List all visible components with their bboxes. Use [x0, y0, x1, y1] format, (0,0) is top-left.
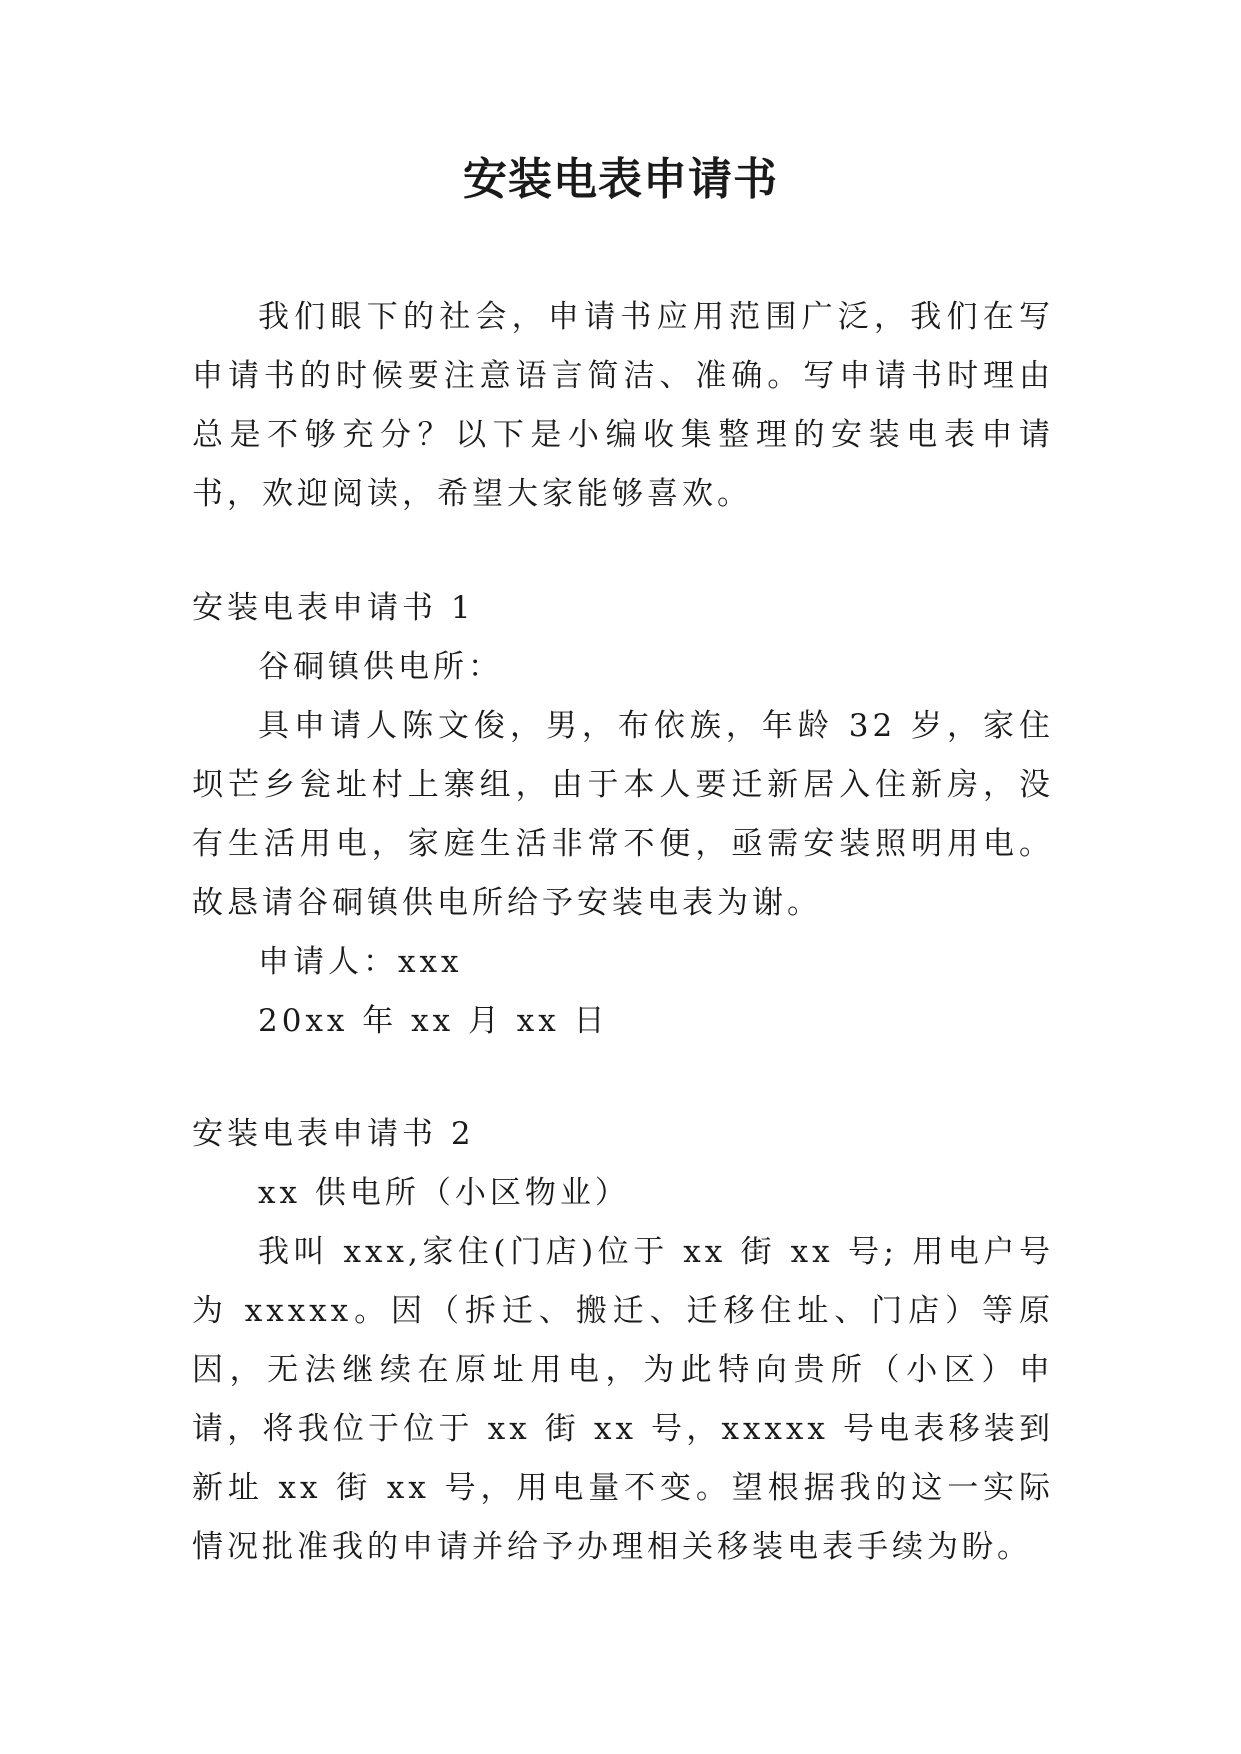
section-1-heading: 安装电表申请书 1 — [192, 590, 475, 626]
section-2-addressee: xx 供电所（小区物业） — [258, 1175, 630, 1211]
intro-block — [192, 288, 1054, 524]
document-title: 安装电表申请书 — [463, 154, 778, 205]
intro-paragraph: 我们眼下的社会，申请书应用范围广泛，我们在写申请书的时候要注意语言简洁、准确。写申请书时理由总是不够充分？以下是小编收集整理的安装电表申请书，欢迎阅读，希望大家能够喜欢。 — [192, 299, 1054, 512]
section-2-heading: 安装电表申请书 2 — [192, 1116, 475, 1152]
section-1-applicant: 申请人：xxx — [258, 944, 463, 980]
section-2-body: 我叫 xxx,家住(门店)位于 xx 街 xx 号; 用电户号为 xxxxx。因（拆迁、搬迁、迁移住址、门店）等原因，无法继续在原址用电，为此特向贵所（小区）申请，将我位于位于 xx 街 xx 号，xxxxx 号电表移装到新址 xx 街 xx 号，用电量不变。望根据我的这一实际情况批准我的申请并给予办理相关移装电表手续为盼。 — [192, 1234, 1054, 1565]
section-1-addressee: 谷硐镇供电所： — [258, 649, 503, 685]
section-1-body: 具申请人陈文俊，男，布依族，年龄 32 岁，家住坝芒乡瓮址村上寨组，由于本人要迁新居入住新房，没有生活用电，家庭生活非常不便，亟需安装照明用电。故恳请谷硐镇供电所给予安装电表为谢。 — [192, 708, 1054, 921]
section-2 — [192, 1105, 1054, 1577]
section-1-date: 20xx 年 xx 月 xx 日 — [258, 1003, 609, 1039]
section-1 — [192, 579, 1054, 1051]
